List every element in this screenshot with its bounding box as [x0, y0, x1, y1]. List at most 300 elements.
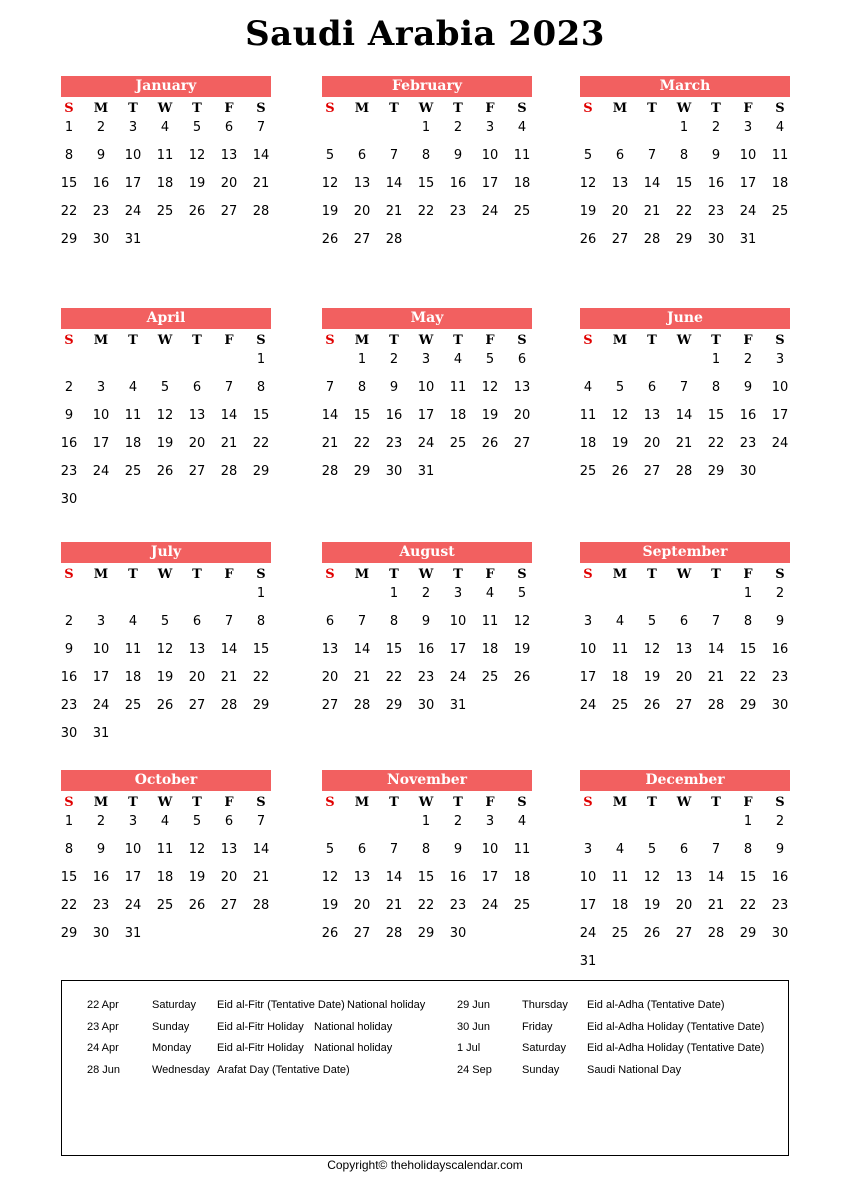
- day-cell: 18: [513, 176, 531, 191]
- holiday-date: 22 Apr: [87, 999, 119, 1011]
- day-cell: 22: [417, 898, 435, 913]
- empty-day-cell: [636, 118, 668, 146]
- week-row: [572, 118, 796, 146]
- day-cell: 10: [92, 642, 110, 657]
- weekday-label: T: [128, 567, 138, 582]
- day-cell: 21: [252, 176, 270, 191]
- day-cell: 14: [321, 408, 339, 423]
- day-cell: 6: [357, 842, 367, 857]
- holiday-type: National holiday: [314, 1042, 393, 1054]
- week-row: [53, 584, 277, 612]
- day-cell: 21: [252, 870, 270, 885]
- weekday-label: W: [676, 795, 692, 810]
- weekday-label: S: [583, 101, 593, 116]
- weekday-label: F: [743, 567, 753, 582]
- weekday-label: T: [453, 101, 463, 116]
- day-cell: 4: [453, 352, 463, 367]
- day-cell: 13: [321, 642, 339, 657]
- week-row: [314, 640, 538, 668]
- day-cell: 1: [711, 352, 721, 367]
- empty-day-cell: [636, 952, 668, 980]
- weekday-label: F: [224, 567, 234, 582]
- week-row: [314, 462, 538, 490]
- day-cell: 15: [739, 870, 757, 885]
- empty-day-cell: [604, 350, 636, 378]
- day-cell: 1: [389, 586, 399, 601]
- day-cell: 2: [96, 120, 106, 135]
- week-row: [53, 350, 277, 378]
- day-cell: 2: [96, 814, 106, 829]
- day-cell: 27: [188, 464, 206, 479]
- day-cell: 7: [679, 380, 689, 395]
- day-cell: 16: [417, 642, 435, 657]
- empty-day-cell: [442, 230, 474, 258]
- day-cell: 19: [188, 870, 206, 885]
- empty-day-cell: [213, 350, 245, 378]
- week-row: [314, 230, 538, 258]
- day-cell: 5: [192, 814, 202, 829]
- holiday-name: Saudi National Day: [587, 1063, 682, 1076]
- day-cell: 15: [739, 642, 757, 657]
- week-row: [314, 696, 538, 724]
- empty-day-cell: [53, 350, 85, 378]
- empty-day-cell: [700, 812, 732, 840]
- day-cell: 15: [417, 870, 435, 885]
- day-cell: 24: [449, 670, 467, 685]
- empty-day-cell: [149, 724, 181, 752]
- day-cell: 1: [64, 814, 74, 829]
- day-cell: 11: [449, 380, 467, 395]
- day-cell: 9: [421, 614, 431, 629]
- week-row: [572, 584, 796, 612]
- week-row: [53, 896, 277, 924]
- week-row: [572, 924, 796, 952]
- day-cell: 15: [60, 870, 78, 885]
- day-cell: 26: [611, 464, 629, 479]
- week-row: [572, 896, 796, 924]
- day-cell: 30: [92, 232, 110, 247]
- weekday-label: T: [389, 333, 399, 348]
- weekday-label: W: [157, 567, 173, 582]
- day-cell: 24: [579, 698, 597, 713]
- day-cell: 6: [224, 814, 234, 829]
- week-row: [53, 612, 277, 640]
- week-row: [314, 812, 538, 840]
- day-cell: 11: [124, 642, 142, 657]
- day-cell: 17: [417, 408, 435, 423]
- day-cell: 27: [643, 464, 661, 479]
- empty-day-cell: [378, 812, 410, 840]
- empty-day-cell: [149, 490, 181, 518]
- day-cell: 12: [321, 870, 339, 885]
- empty-day-cell: [442, 462, 474, 490]
- day-cell: 21: [675, 436, 693, 451]
- weekday-header-row: [314, 332, 538, 350]
- day-cell: 10: [481, 148, 499, 163]
- day-cell: 12: [481, 380, 499, 395]
- week-row: [572, 230, 796, 258]
- day-cell: 14: [252, 148, 270, 163]
- weekday-label: S: [583, 333, 593, 348]
- day-cell: 7: [256, 814, 266, 829]
- day-cell: 12: [643, 870, 661, 885]
- day-cell: 7: [325, 380, 335, 395]
- month-june: [580, 308, 790, 538]
- month-header: April: [61, 308, 271, 329]
- empty-day-cell: [314, 350, 346, 378]
- day-cell: 8: [389, 614, 399, 629]
- day-cell: 1: [421, 120, 431, 135]
- week-row: [572, 350, 796, 378]
- day-cell: 30: [92, 926, 110, 941]
- day-cell: 14: [220, 408, 238, 423]
- day-cell: 22: [739, 898, 757, 913]
- month-february: [322, 76, 532, 306]
- empty-day-cell: [764, 230, 796, 258]
- day-cell: 8: [64, 842, 74, 857]
- day-cell: 16: [707, 176, 725, 191]
- empty-day-cell: [474, 462, 506, 490]
- day-cell: 20: [353, 898, 371, 913]
- empty-day-cell: [572, 350, 604, 378]
- empty-day-cell: [668, 350, 700, 378]
- day-cell: 29: [252, 464, 270, 479]
- weekday-label: F: [224, 795, 234, 810]
- day-cell: 11: [611, 870, 629, 885]
- weekday-label: T: [711, 101, 721, 116]
- day-cell: 3: [453, 586, 463, 601]
- day-cell: 13: [611, 176, 629, 191]
- week-row: [572, 462, 796, 490]
- day-cell: 9: [96, 842, 106, 857]
- empty-day-cell: [604, 118, 636, 146]
- day-cell: 26: [321, 232, 339, 247]
- empty-day-cell: [378, 118, 410, 146]
- month-march: [580, 76, 790, 306]
- day-cell: 14: [385, 176, 403, 191]
- day-cell: 22: [60, 204, 78, 219]
- empty-day-cell: [474, 696, 506, 724]
- day-cell: 9: [96, 148, 106, 163]
- weekday-header-row: [572, 794, 796, 812]
- weekday-label: M: [612, 333, 628, 348]
- weekday-label: S: [64, 101, 74, 116]
- day-cell: 17: [124, 870, 142, 885]
- day-cell: 16: [449, 870, 467, 885]
- day-cell: 7: [357, 614, 367, 629]
- weekday-label: T: [647, 795, 657, 810]
- day-cell: 10: [449, 614, 467, 629]
- empty-day-cell: [474, 230, 506, 258]
- day-cell: 11: [611, 642, 629, 657]
- day-cell: 8: [64, 148, 74, 163]
- weekday-label: T: [711, 333, 721, 348]
- day-cell: 8: [679, 148, 689, 163]
- day-cell: 3: [775, 352, 785, 367]
- day-cell: 5: [647, 614, 657, 629]
- day-cell: 3: [743, 120, 753, 135]
- holiday-weekday: Sunday: [522, 1063, 560, 1076]
- holiday-name: Arafat Day (Tentative Date): [217, 1063, 350, 1076]
- day-cell: 2: [453, 814, 463, 829]
- day-cell: 5: [160, 614, 170, 629]
- empty-day-cell: [636, 350, 668, 378]
- weekday-label: W: [418, 567, 434, 582]
- day-cell: 31: [449, 698, 467, 713]
- day-cell: 5: [160, 380, 170, 395]
- day-cell: 23: [449, 898, 467, 913]
- day-cell: 18: [611, 670, 629, 685]
- week-row: [314, 924, 538, 952]
- day-cell: 19: [643, 670, 661, 685]
- day-cell: 13: [220, 148, 238, 163]
- week-row: [572, 146, 796, 174]
- day-cell: 25: [449, 436, 467, 451]
- holiday-date: 30 Jun: [457, 1020, 491, 1033]
- day-cell: 9: [453, 148, 463, 163]
- day-cell: 25: [611, 926, 629, 941]
- holiday-list: [61, 980, 789, 1156]
- day-cell: 5: [325, 842, 335, 857]
- day-cell: 7: [711, 842, 721, 857]
- day-cell: 18: [156, 176, 174, 191]
- day-cell: 30: [417, 698, 435, 713]
- holiday-name: Eid al-Adha (Tentative Date): [587, 999, 725, 1011]
- weekday-header-row: [314, 794, 538, 812]
- day-cell: 29: [707, 464, 725, 479]
- day-cell: 16: [92, 176, 110, 191]
- week-row: [572, 868, 796, 896]
- day-cell: 12: [156, 642, 174, 657]
- day-cell: 6: [517, 352, 527, 367]
- day-cell: 2: [453, 120, 463, 135]
- day-cell: 10: [579, 870, 597, 885]
- day-cell: 25: [156, 898, 174, 913]
- day-cell: 23: [707, 204, 725, 219]
- weekday-label: T: [128, 795, 138, 810]
- week-row: [314, 202, 538, 230]
- weekday-label: W: [418, 333, 434, 348]
- empty-day-cell: [314, 584, 346, 612]
- day-cell: 18: [611, 898, 629, 913]
- week-row: [314, 434, 538, 462]
- empty-day-cell: [181, 924, 213, 952]
- week-row: [314, 406, 538, 434]
- empty-day-cell: [668, 584, 700, 612]
- empty-day-cell: [213, 724, 245, 752]
- day-cell: 1: [256, 586, 266, 601]
- day-cell: 23: [771, 898, 789, 913]
- day-cell: 13: [675, 870, 693, 885]
- day-cell: 20: [188, 670, 206, 685]
- day-cell: 26: [156, 698, 174, 713]
- day-cell: 24: [124, 204, 142, 219]
- empty-day-cell: [117, 584, 149, 612]
- day-cell: 8: [421, 842, 431, 857]
- day-cell: 28: [675, 464, 693, 479]
- day-cell: 10: [124, 842, 142, 857]
- week-row: [572, 696, 796, 724]
- day-cell: 2: [64, 614, 74, 629]
- day-cell: 26: [481, 436, 499, 451]
- weekday-label: S: [325, 795, 335, 810]
- day-cell: 21: [707, 898, 725, 913]
- week-row: [53, 868, 277, 896]
- day-cell: 9: [775, 614, 785, 629]
- day-cell: 18: [513, 870, 531, 885]
- day-cell: 28: [321, 464, 339, 479]
- day-cell: 6: [679, 842, 689, 857]
- day-cell: 20: [188, 436, 206, 451]
- day-cell: 20: [353, 204, 371, 219]
- day-cell: 14: [707, 870, 725, 885]
- day-cell: 4: [128, 614, 138, 629]
- day-cell: 10: [417, 380, 435, 395]
- day-cell: 27: [675, 926, 693, 941]
- day-cell: 8: [711, 380, 721, 395]
- day-cell: 16: [739, 408, 757, 423]
- day-cell: 19: [513, 642, 531, 657]
- day-cell: 18: [124, 436, 142, 451]
- day-cell: 28: [252, 204, 270, 219]
- day-cell: 25: [611, 698, 629, 713]
- day-cell: 13: [353, 870, 371, 885]
- day-cell: 21: [353, 670, 371, 685]
- weekday-label: T: [647, 101, 657, 116]
- day-cell: 26: [321, 926, 339, 941]
- day-cell: 16: [771, 870, 789, 885]
- day-cell: 18: [156, 870, 174, 885]
- holiday-type: National holiday: [314, 1020, 393, 1033]
- holiday-name: Eid al-Adha Holiday (Tentative Date): [587, 1042, 765, 1054]
- day-cell: 28: [220, 464, 238, 479]
- week-row: [53, 696, 277, 724]
- week-row: [53, 490, 277, 518]
- day-cell: 1: [421, 814, 431, 829]
- day-cell: 31: [92, 726, 110, 741]
- day-cell: 4: [583, 380, 593, 395]
- day-cell: 14: [643, 176, 661, 191]
- day-cell: 18: [124, 670, 142, 685]
- day-cell: 27: [513, 436, 531, 451]
- weekday-label: M: [354, 101, 370, 116]
- week-row: [572, 952, 796, 980]
- day-cell: 1: [357, 352, 367, 367]
- weekday-label: W: [157, 795, 173, 810]
- day-cell: 7: [224, 614, 234, 629]
- holiday-weekday: Saturday: [152, 999, 197, 1011]
- weekday-label: S: [256, 795, 266, 810]
- day-cell: 5: [192, 120, 202, 135]
- empty-day-cell: [117, 490, 149, 518]
- empty-day-cell: [245, 924, 277, 952]
- week-row: [53, 462, 277, 490]
- day-cell: 2: [775, 814, 785, 829]
- day-cell: 23: [60, 698, 78, 713]
- day-cell: 14: [220, 642, 238, 657]
- holiday-name: Eid al-Fitr (Tentative Date): [217, 999, 345, 1011]
- weekday-label: S: [583, 795, 593, 810]
- empty-day-cell: [572, 584, 604, 612]
- weekday-label: S: [325, 101, 335, 116]
- empty-day-cell: [245, 490, 277, 518]
- empty-day-cell: [117, 350, 149, 378]
- empty-day-cell: [764, 952, 796, 980]
- weekday-label: S: [64, 567, 74, 582]
- day-cell: 4: [160, 814, 170, 829]
- empty-day-cell: [572, 812, 604, 840]
- day-cell: 2: [421, 586, 431, 601]
- day-cell: 20: [220, 176, 238, 191]
- day-cell: 19: [156, 670, 174, 685]
- day-cell: 21: [385, 204, 403, 219]
- day-cell: 20: [675, 898, 693, 913]
- weekday-label: S: [775, 333, 785, 348]
- day-cell: 29: [353, 464, 371, 479]
- empty-day-cell: [668, 952, 700, 980]
- month-september: [580, 542, 790, 772]
- empty-day-cell: [572, 118, 604, 146]
- month-april: [61, 308, 271, 538]
- day-cell: 6: [615, 148, 625, 163]
- month-may: [322, 308, 532, 538]
- week-row: [53, 812, 277, 840]
- empty-day-cell: [346, 118, 378, 146]
- day-cell: 24: [481, 204, 499, 219]
- empty-day-cell: [410, 230, 442, 258]
- month-header: May: [322, 308, 532, 329]
- day-cell: 7: [711, 614, 721, 629]
- day-cell: 3: [583, 842, 593, 857]
- empty-day-cell: [149, 350, 181, 378]
- day-cell: 3: [421, 352, 431, 367]
- day-cell: 7: [647, 148, 657, 163]
- week-row: [572, 406, 796, 434]
- day-cell: 1: [679, 120, 689, 135]
- day-cell: 10: [771, 380, 789, 395]
- week-row: [572, 840, 796, 868]
- day-cell: 22: [417, 204, 435, 219]
- day-cell: 23: [417, 670, 435, 685]
- day-cell: 26: [579, 232, 597, 247]
- day-cell: 27: [353, 232, 371, 247]
- weekday-label: W: [157, 333, 173, 348]
- month-january: [61, 76, 271, 306]
- weekday-label: F: [224, 333, 234, 348]
- day-cell: 23: [771, 670, 789, 685]
- day-cell: 15: [707, 408, 725, 423]
- day-cell: 19: [156, 436, 174, 451]
- day-cell: 8: [743, 842, 753, 857]
- holiday-date: 29 Jun: [457, 999, 491, 1011]
- day-cell: 28: [385, 926, 403, 941]
- week-row: [53, 724, 277, 752]
- day-cell: 2: [64, 380, 74, 395]
- day-cell: 23: [92, 204, 110, 219]
- day-cell: 25: [579, 464, 597, 479]
- day-cell: 11: [771, 148, 789, 163]
- day-cell: 17: [579, 898, 597, 913]
- week-row: [53, 406, 277, 434]
- day-cell: 25: [156, 204, 174, 219]
- day-cell: 17: [92, 436, 110, 451]
- day-cell: 12: [321, 176, 339, 191]
- day-cell: 29: [739, 926, 757, 941]
- weekday-label: M: [93, 567, 109, 582]
- weekday-header-row: [314, 100, 538, 118]
- month-header: June: [580, 308, 790, 329]
- day-cell: 5: [583, 148, 593, 163]
